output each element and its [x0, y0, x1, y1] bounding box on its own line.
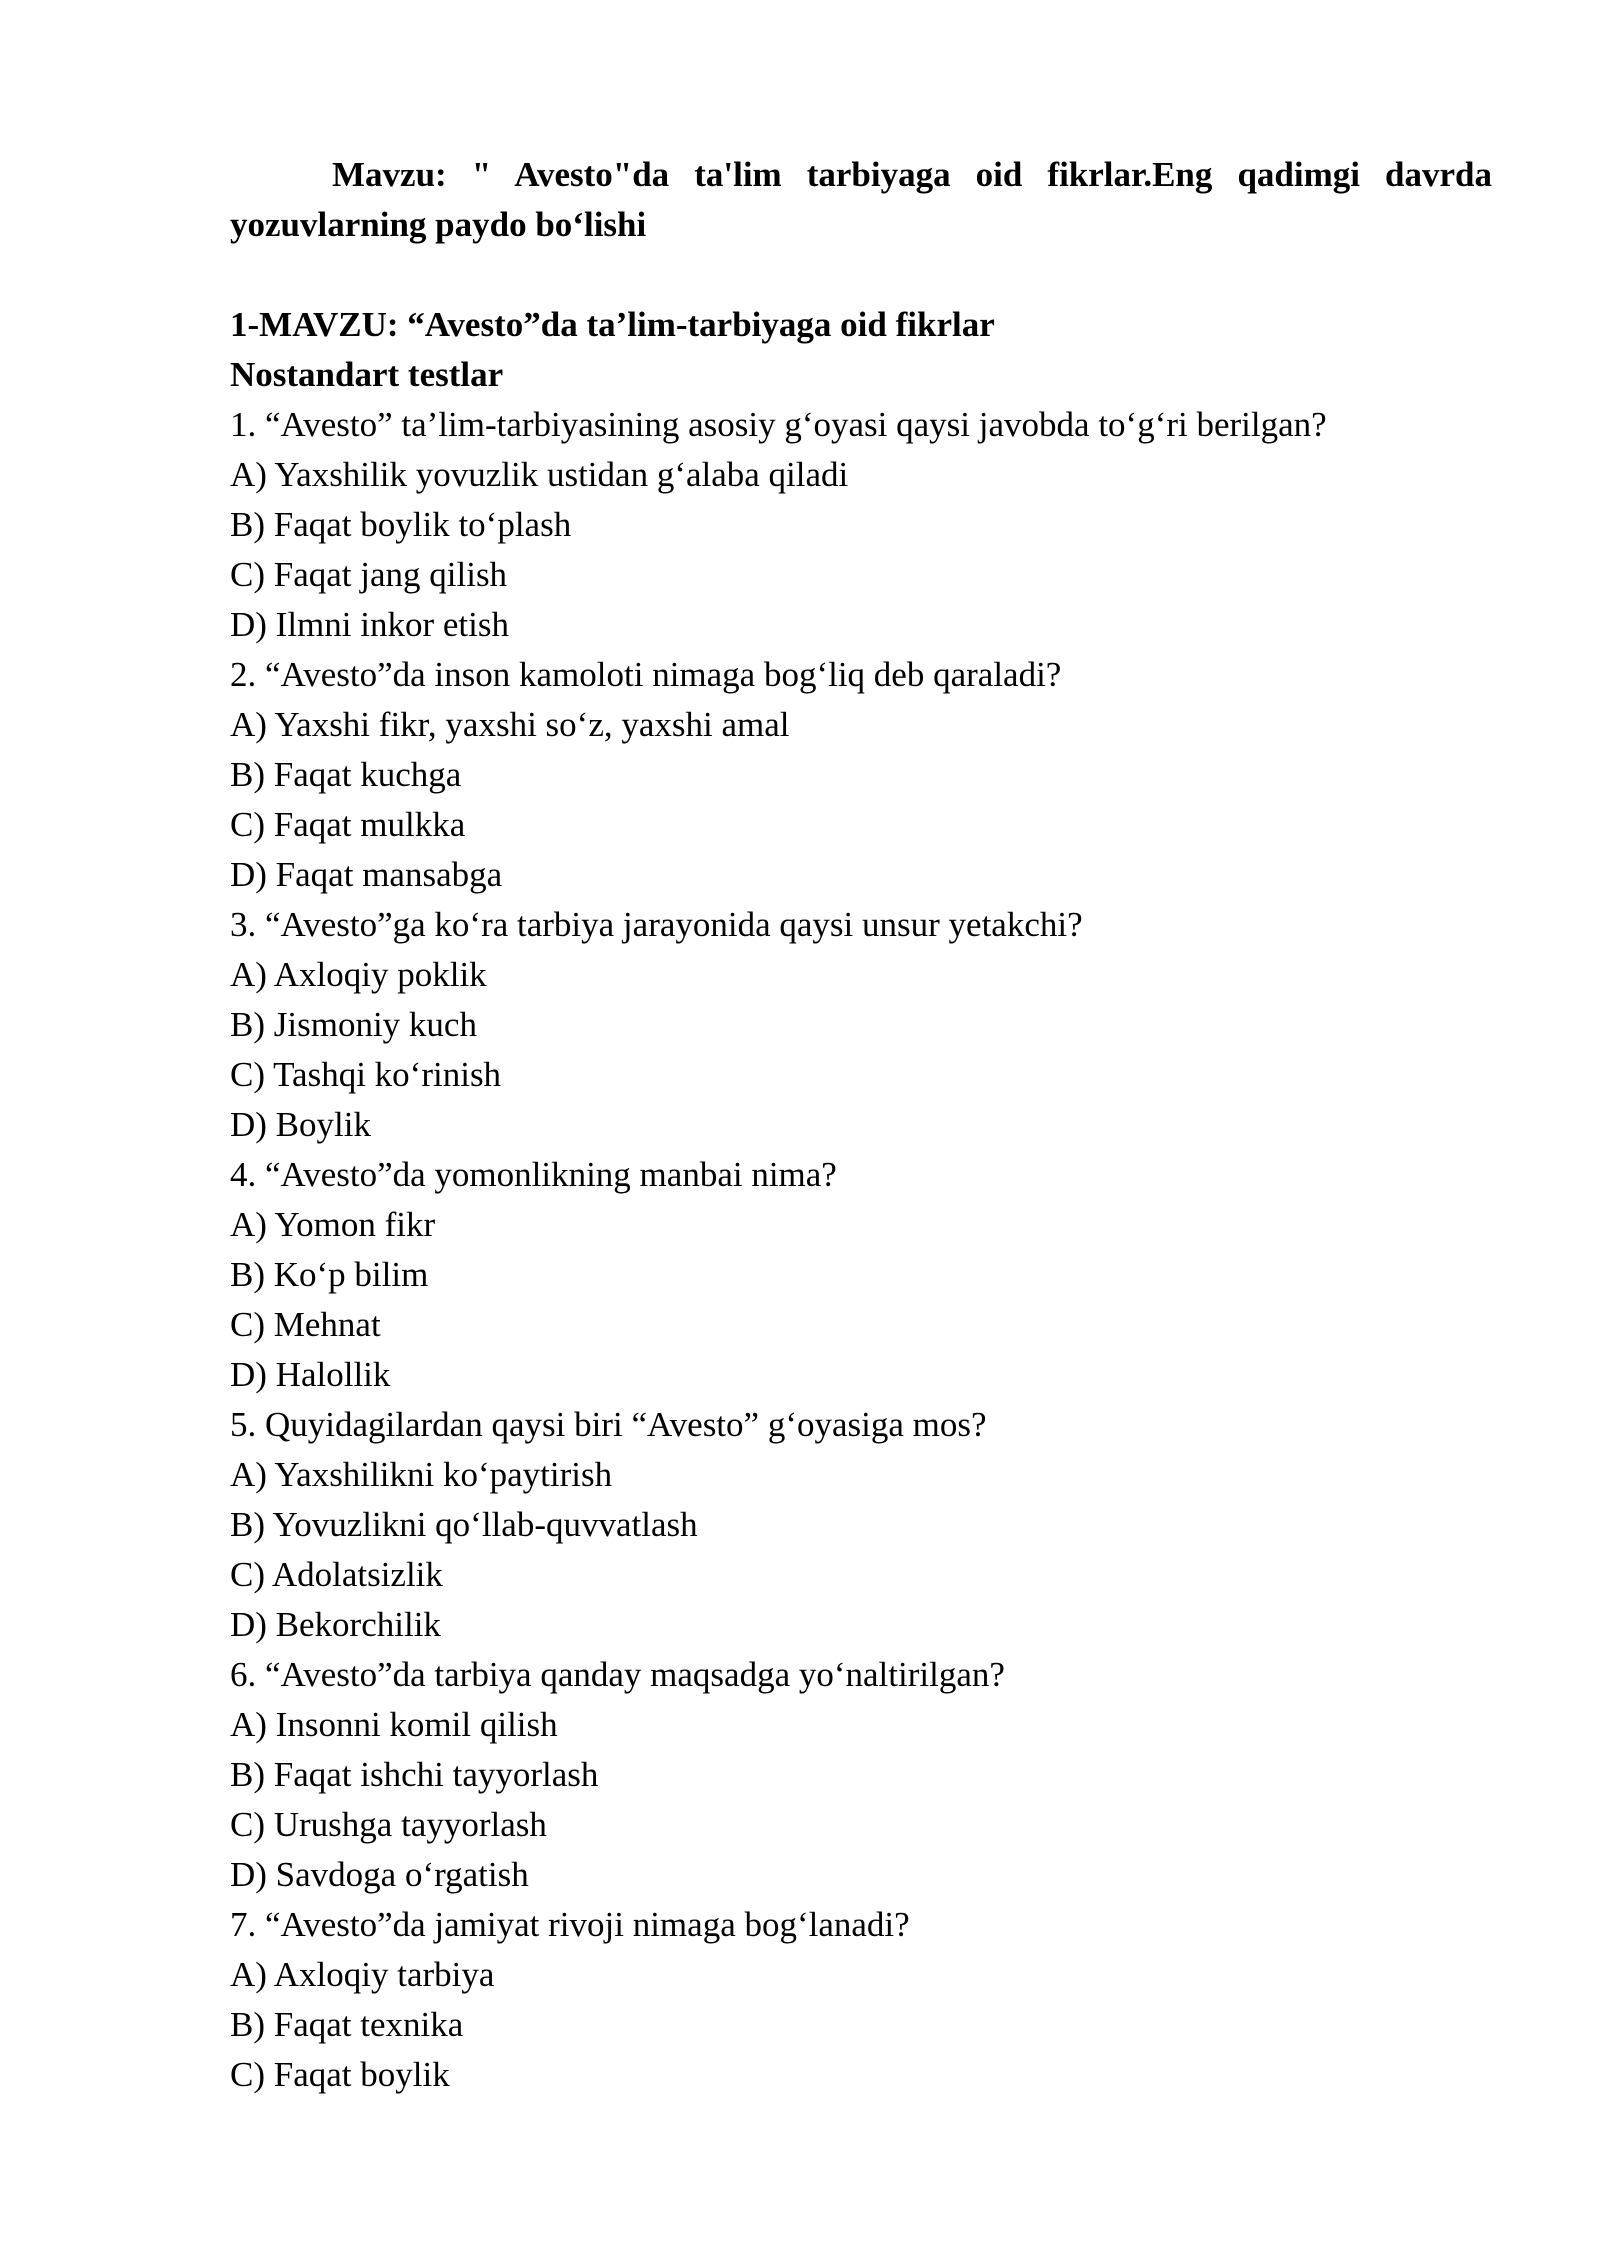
- answer-option: C) Urushga tayyorlash: [230, 1805, 547, 1844]
- question-1: [230, 400, 1492, 650]
- answer-option: B) Faqat kuchga: [230, 755, 462, 794]
- answer-option: B) Yovuzlikni qo‘llab-quvvatlash: [230, 1505, 698, 1544]
- answer-option: C) Faqat boylik: [230, 2055, 450, 2094]
- answer-option: A) Yaxshilikni ko‘paytirish: [230, 1455, 613, 1494]
- question-text: 6. “Avesto”da tarbiya qanday maqsadga yo‘naltirilgan?: [230, 1655, 1005, 1694]
- blank-line: [230, 250, 1492, 300]
- answer-option: A) Yaxshilik yovuzlik ustidan g‘alaba qiladi: [230, 455, 849, 494]
- question-3: [230, 900, 1492, 1150]
- question-text: 1. “Avesto” ta’lim-tarbiyasining asosiy g‘oyasi qaysi javobda to‘g‘ri berilgan?: [230, 405, 1327, 444]
- answer-option: C) Faqat jang qilish: [230, 555, 508, 594]
- document-page: [230, 150, 1492, 2100]
- question-text: 7. “Avesto”da jamiyat rivoji nimaga bog‘lanadi?: [230, 1905, 910, 1944]
- section-heading: 1-MAVZU: “Avesto”da ta’lim-tarbiyaga oid fikrlar: [230, 305, 995, 344]
- answer-option: A) Yaxshi fikr, yaxshi so‘z, yaxshi amal: [230, 705, 790, 744]
- question-5: [230, 1400, 1492, 1650]
- answer-option: B) Faqat texnika: [230, 2005, 464, 2044]
- question-text: 2. “Avesto”da inson kamoloti nimaga bog‘liq deb qaraladi?: [230, 655, 1062, 694]
- question-7: [230, 1900, 1492, 2100]
- question-text: 4. “Avesto”da yomonlikning manbai nima?: [230, 1155, 837, 1194]
- answer-option: C) Mehnat: [230, 1305, 381, 1344]
- answer-option: B) Faqat boylik to‘plash: [230, 505, 572, 544]
- answer-option: D) Ilmni inkor etish: [230, 605, 509, 644]
- question-6: [230, 1650, 1492, 1900]
- answer-option: A) Insonni komil qilish: [230, 1705, 558, 1744]
- question-4: [230, 1150, 1492, 1400]
- answer-option: B) Jismoniy kuch: [230, 1005, 477, 1044]
- answer-option: B) Ko‘p bilim: [230, 1255, 429, 1294]
- question-text: 3. “Avesto”ga ko‘ra tarbiya jarayonida qaysi unsur yetakchi?: [230, 905, 1083, 944]
- subheading: Nostandart testlar: [230, 355, 504, 394]
- answer-option: C) Faqat mulkka: [230, 805, 466, 844]
- answer-option: D) Boylik: [230, 1105, 371, 1144]
- answer-option: A) Axloqiy tarbiya: [230, 1955, 495, 1994]
- question-2: [230, 650, 1492, 900]
- answer-option: D) Bekorchilik: [230, 1605, 441, 1644]
- answer-option: A) Axloqiy poklik: [230, 955, 487, 994]
- document-title: Mavzu: " Avesto"da ta'lim tarbiyaga oid fikrlar.Eng qadimgi davrda yozuvlarning paydo bo‘lishi: [230, 155, 1492, 244]
- answer-option: D) Faqat mansabga: [230, 855, 503, 894]
- answer-option: C) Adolatsizlik: [230, 1555, 443, 1594]
- question-text: 5. Quyidagilardan qaysi biri “Avesto” g‘oyasiga mos?: [230, 1405, 987, 1444]
- answer-option: B) Faqat ishchi tayyorlash: [230, 1755, 599, 1794]
- answer-option: D) Halollik: [230, 1355, 391, 1394]
- answer-option: D) Savdoga o‘rgatish: [230, 1855, 529, 1894]
- answer-option: A) Yomon fikr: [230, 1205, 436, 1244]
- answer-option: C) Tashqi ko‘rinish: [230, 1055, 502, 1094]
